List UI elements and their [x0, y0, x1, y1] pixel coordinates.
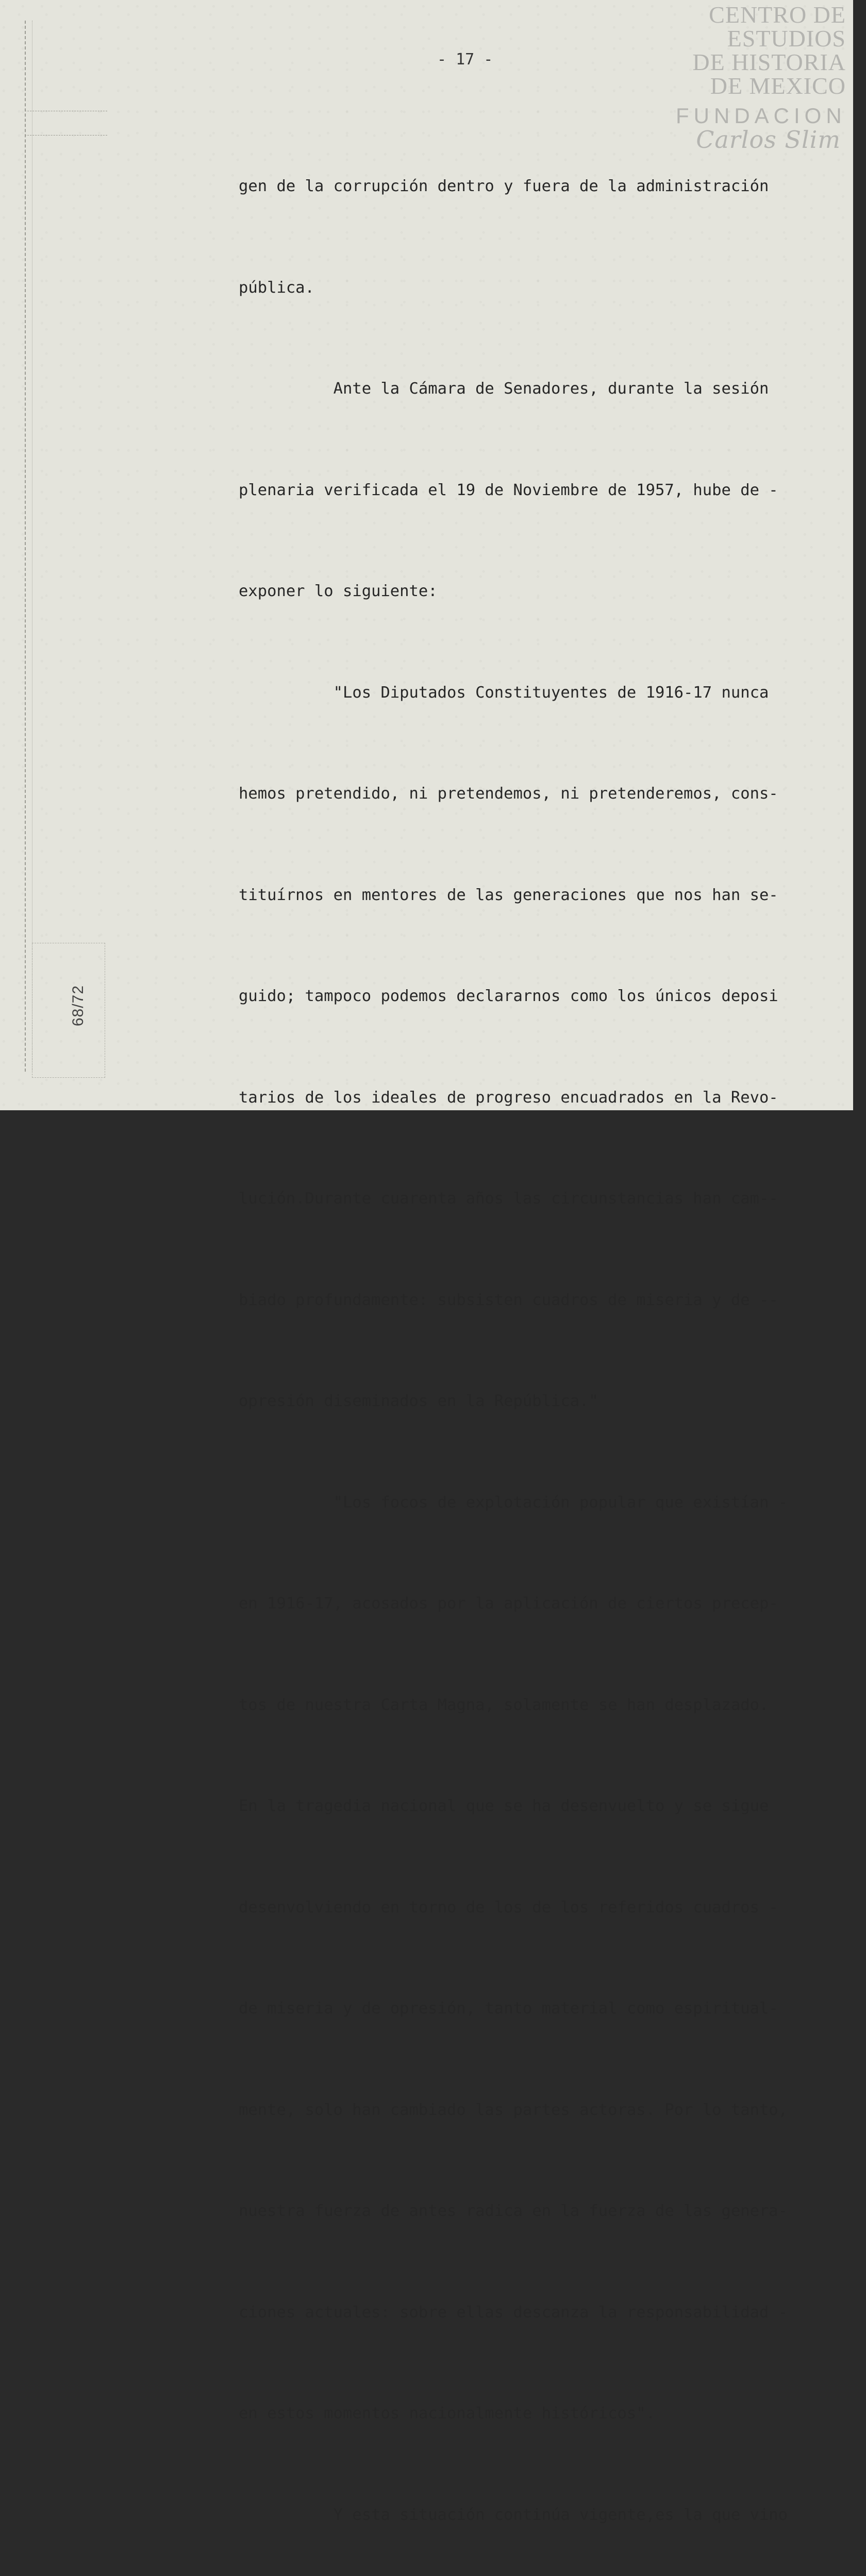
text-line: tarios de los ideales de progreso encuadrados en la Revo- [239, 1088, 778, 1107]
watermark-line: ESTUDIOS [727, 25, 846, 52]
text-line: En la tragedia nacional que se ha desenvuelto y se sigue [239, 1797, 769, 1815]
text-line: tos de nuestra Carta Magna, solamente se han desplazado. [239, 1696, 769, 1714]
text-line: de miseria y de opresión, tanto material como espiritual- [239, 1999, 778, 2018]
text-line: desenvolviendo en torno de los de los referidos cuadros - [239, 1898, 778, 1917]
body-text [239, 102, 847, 2576]
watermark-line: DE MEXICO [710, 73, 846, 99]
text-line: ciones actuales: sobre ellas descanza la responsabilidad - [239, 2303, 788, 2321]
text-line: nuestra fuerza de antes radica en la fuerza de las genera- [239, 2202, 788, 2220]
text-line: lución.Durante cuarenta años las circunstancias han cam-- [239, 1190, 778, 1208]
text-line: plenaria verificada el 19 de Noviembre de 1957, hube de - [239, 481, 778, 499]
watermark-line: CENTRO DE [709, 2, 846, 28]
text-line: guido; tampoco podemos declararnos como los únicos deposi [239, 987, 778, 1005]
text-line: "Los Diputados Constituyentes de 1916-17 nunca [239, 683, 769, 702]
archive-stamp-box [32, 943, 105, 1078]
archive-number: 68/72 [70, 985, 87, 1027]
watermark-line: DE HISTORIA [692, 49, 846, 75]
text-line: "Los focos de explotación popular que existían - [239, 1493, 788, 1512]
text-line: en 1916-17, acosados por la aplicación de ciertos precep- [239, 1595, 778, 1613]
margin-rule [25, 21, 26, 1072]
text-line: biado profundamente: subsisten cuadros de miseria y de -- [239, 1291, 778, 1309]
text-line: Y esta situación continúa vigente,es la que vino [239, 2505, 788, 2524]
text-line: gen de la corrupción dentro y fuera de la administración [239, 177, 769, 195]
page-number: - 17 - [437, 50, 493, 69]
text-line: exponer lo siguiente: [239, 582, 438, 600]
text-line: pública. [239, 278, 314, 297]
text-line: hemos pretendido, ni pretendemos, ni pretenderemos, cons- [239, 785, 778, 803]
text-line: opresión diseminados en la República." [239, 1392, 598, 1410]
text-line: tituírnos en mentores de las generaciones que nos han se- [239, 886, 778, 904]
text-line: en estos momentos nacionalmente históricos". [239, 2404, 655, 2422]
watermark-foundation: FUNDACION [676, 104, 846, 128]
watermark-signature: Carlos Slim [696, 126, 841, 154]
text-line: mente, solo han cambiado las partes actoras. Por lo tanto, [239, 2100, 788, 2119]
text-line: Ante la Cámara de Senadores, durante la sesión [239, 380, 769, 398]
